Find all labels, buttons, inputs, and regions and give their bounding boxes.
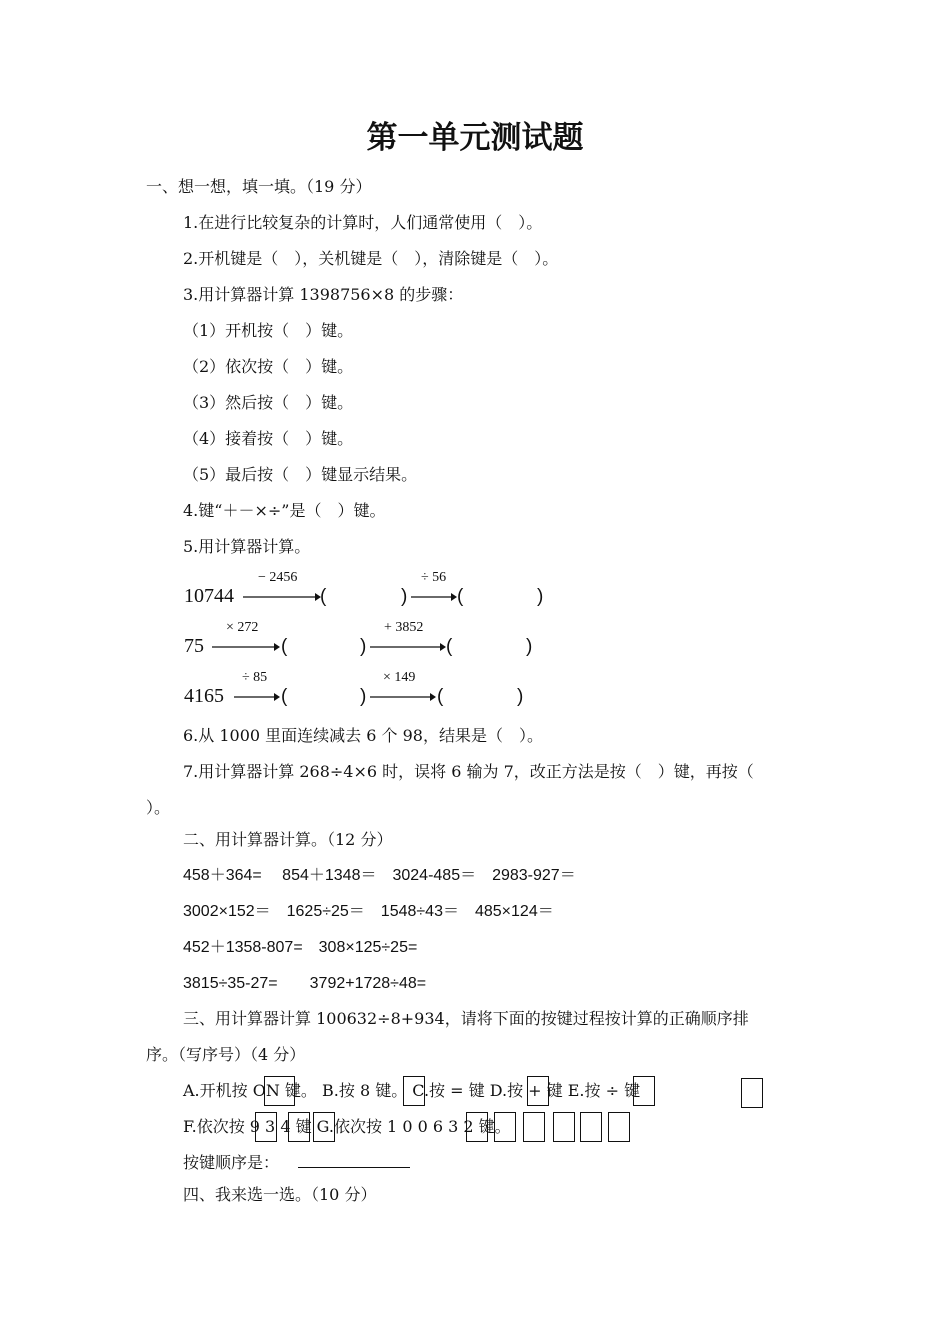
- calc-row-2: 3002×152＝ 1625÷25＝ 1548÷43＝ 485×124＝: [183, 903, 554, 920]
- section3-heading-line-1: 三、用计算器计算 100632÷8+934，请将下面的按键过程按计算的正确顺序排: [183, 1009, 749, 1028]
- key-box-2: [523, 1112, 545, 1142]
- q5-operation-1: ÷ 85: [242, 670, 268, 685]
- q5-operation-2: × 149: [383, 670, 416, 685]
- calc-row-1: 458＋364= 854＋1348＝ 3024-485＝ 2983-927＝: [183, 867, 576, 884]
- key-options-line-2: F.依次按 9 3 4 键 G.依次按 1 0 0 6 3 2 键。: [183, 1117, 511, 1136]
- answer-paren-open: (: [457, 586, 464, 607]
- q5-row-3: [0, 662, 950, 712]
- answer-label: 按键顺序是：: [183, 1153, 280, 1172]
- arrow-icon: [234, 692, 280, 702]
- calc-row-3: 452＋1358-807= 308×125÷25=: [183, 939, 418, 956]
- key-box-8: [403, 1076, 425, 1106]
- arrow-icon: [212, 642, 280, 652]
- answer-paren-open: (: [281, 686, 288, 707]
- answer-paren-close: ): [401, 586, 408, 607]
- q5-operation-1: − 2456: [258, 570, 298, 585]
- key-box-plus: [527, 1076, 549, 1106]
- key-box-9: [255, 1112, 277, 1142]
- section4-heading: 四、我来选一选。（10 分）: [183, 1185, 377, 1204]
- key-box-extra: [741, 1078, 763, 1108]
- key-box-4: [288, 1112, 310, 1142]
- question-3: 3.用计算器计算 1398756×8 的步骤：: [183, 285, 464, 304]
- q3-step-5: （5）最后按（ ）键显示结果。: [183, 465, 418, 484]
- q5-start-value: 4165: [184, 685, 224, 707]
- key-box-3: [494, 1112, 516, 1142]
- question-6: 6.从 1000 里面连续减去 6 个 98，结果是（ ）。: [183, 726, 543, 745]
- answer-paren-open: (: [437, 686, 444, 707]
- key-options-line-1: A.开机按 ON 键。 B.按 8 键。 C.按 = 键 D.按 + 键 E.按 ÷ 键: [183, 1081, 641, 1100]
- arrow-icon: [370, 692, 436, 702]
- arrow-icon: [243, 592, 321, 602]
- q5-operation-2: ÷ 56: [421, 570, 447, 585]
- answer-paren-close: ): [537, 586, 544, 607]
- q5-operation-1: × 272: [226, 620, 259, 635]
- answer-paren-open: (: [320, 586, 327, 607]
- answer-paren-close: ): [526, 636, 533, 657]
- arrow-icon: [411, 592, 457, 602]
- arrow-icon: [370, 642, 446, 652]
- q5-start-value: 10744: [184, 585, 234, 607]
- key-box-6: [466, 1112, 488, 1142]
- answer-paren-open: (: [446, 636, 453, 657]
- calc-row-4: 3815÷35-27= 3792+1728÷48=: [183, 975, 427, 992]
- q3-step-2: （2）依次按（ ）键。: [183, 357, 354, 376]
- question-7-line-1: 7.用计算器计算 268÷4×6 时，误将 6 输为 7，改正方法是按（ ）键，再按（: [183, 762, 754, 781]
- section1-heading: 一、想一想，填一填。（19 分）: [146, 177, 372, 196]
- q5-row-2: [0, 612, 950, 662]
- q5-operation-2: + 3852: [384, 620, 424, 635]
- key-box-g-extra-1: [553, 1112, 575, 1142]
- q3-step-4: （4）接着按（ ）键。: [183, 429, 354, 448]
- page-title: 第一单元测试题: [366, 120, 584, 156]
- key-box-g-extra-2: [580, 1112, 602, 1142]
- key-box-on: [264, 1076, 295, 1106]
- key-box-divide: [633, 1076, 655, 1106]
- q5-start-value: 75: [184, 635, 204, 657]
- section3-heading-line-2: 序。（写序号）（4 分）: [146, 1045, 306, 1064]
- question-4: 4.键“＋－×÷”是（ ）键。: [183, 501, 386, 520]
- answer-paren-open: (: [281, 636, 288, 657]
- key-box-g-extra-3: [608, 1112, 630, 1142]
- answer-blank[interactable]: [298, 1167, 410, 1168]
- question-7-line-2: ）。: [146, 798, 171, 817]
- answer-paren-close: ): [517, 686, 524, 707]
- key-box-f-extra: [313, 1112, 335, 1142]
- q3-step-1: （1）开机按（ ）键。: [183, 321, 354, 340]
- question-2: 2.开机键是（ ），关机键是（ ），清除键是（ ）。: [183, 249, 559, 268]
- answer-paren-close: ): [360, 686, 367, 707]
- q3-step-3: （3）然后按（ ）键。: [183, 393, 354, 412]
- question-5: 5.用计算器计算。: [183, 537, 311, 556]
- section2-heading: 二、用计算器计算。（12 分）: [183, 830, 393, 849]
- answer-paren-close: ): [360, 636, 367, 657]
- question-1: 1.在进行比较复杂的计算时，人们通常使用（ ）。: [183, 213, 543, 232]
- q5-row-1: [0, 562, 950, 612]
